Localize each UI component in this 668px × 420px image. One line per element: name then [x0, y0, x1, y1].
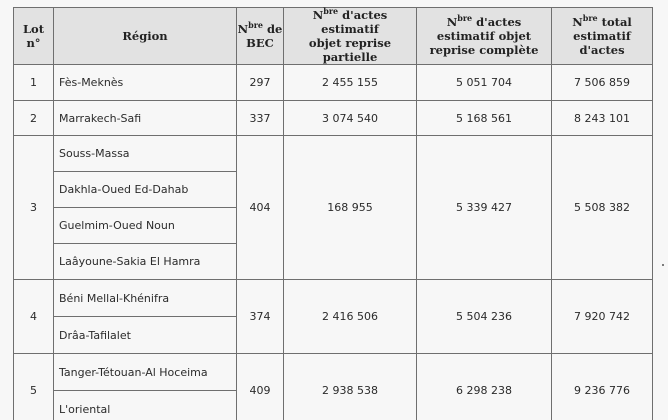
table-row: [14, 65, 653, 101]
header-complete: [417, 8, 552, 65]
header-partial-sup: bre: [323, 6, 339, 17]
partial-acts: 2 455 155: [284, 65, 417, 101]
complete-acts: 5 504 236: [417, 280, 552, 354]
lot-number: 5: [14, 354, 54, 420]
table-row: [14, 101, 653, 136]
header-complete-n: N: [446, 15, 458, 29]
bec-count: 374: [237, 280, 284, 354]
header-total-n: N: [572, 15, 583, 29]
header-total-rest: total: [597, 15, 632, 29]
bec-count: 337: [237, 101, 284, 136]
total-acts: 8 243 101: [552, 101, 653, 136]
header-partial-n: N: [312, 8, 324, 22]
region-cell: Marrakech-Safi: [54, 101, 237, 136]
region-cell: Laâyoune-Sakia El Hamra: [54, 244, 237, 280]
complete-acts: 5 051 704: [417, 65, 552, 101]
table-header: [14, 8, 653, 65]
complete-acts: 6 298 238: [417, 354, 552, 420]
header-bec-sup: bre: [248, 20, 264, 31]
lot-number: 4: [14, 280, 54, 354]
lot-number: 2: [14, 101, 54, 136]
partial-acts: 2 938 538: [284, 354, 417, 420]
header-total-sup: bre: [582, 13, 598, 24]
region-cell: L'oriental: [54, 391, 237, 420]
region-cell: Béni Mellal-Khénifra: [54, 280, 237, 317]
header-bec-line2: BEC: [246, 36, 274, 50]
region-cell: Souss-Massa: [54, 136, 237, 172]
header-lot: [14, 8, 54, 65]
total-acts: 7 506 859: [552, 65, 653, 101]
table-body: [14, 65, 653, 420]
header-total-line3: d'actes: [579, 43, 625, 57]
header-partial: [284, 8, 417, 65]
complete-acts: 5 339 427: [417, 136, 552, 280]
region-cell: Dakhla-Oued Ed-Dahab: [54, 172, 237, 208]
header-row: [14, 8, 653, 65]
header-complete-sup: bre: [457, 13, 473, 24]
partial-acts: 2 416 506: [284, 280, 417, 354]
header-total: [552, 8, 653, 65]
bec-count: 297: [237, 65, 284, 101]
header-bec-n: N: [237, 22, 249, 36]
lot-number: 3: [14, 136, 54, 280]
bec-count: 404: [237, 136, 284, 280]
header-total-line2: estimatif: [573, 29, 631, 43]
header-complete-line2: estimatif objet: [436, 29, 532, 43]
partial-acts: 3 074 540: [284, 101, 417, 136]
header-complete-rest: d'actes: [472, 15, 522, 29]
lot-number: 1: [14, 65, 54, 101]
header-partial-line2: objet reprise: [308, 36, 392, 50]
header-complete-line3: reprise complète: [429, 43, 539, 57]
table-row: [14, 280, 653, 317]
header-region: [54, 8, 237, 65]
partial-acts: 168 955: [284, 136, 417, 280]
table-row: [14, 136, 653, 172]
total-acts: 5 508 382: [552, 136, 653, 280]
header-lot-line2: n°: [26, 36, 41, 50]
header-partial-rest: d'actes estimatif: [321, 8, 388, 36]
region-cell: Fès-Meknès: [54, 65, 237, 101]
complete-acts: 5 168 561: [417, 101, 552, 136]
total-acts: 7 920 742: [552, 280, 653, 354]
header-lot-line1: Lot: [22, 22, 45, 36]
region-cell: Tanger-Tétouan-Al Hoceima: [54, 354, 237, 391]
table-row: [14, 354, 653, 391]
region-cell: Drâa-Tafilalet: [54, 317, 237, 354]
header-region-label: Région: [122, 29, 168, 43]
bec-count: 409: [237, 354, 284, 420]
scan-speck: [662, 264, 664, 266]
region-cell: Guelmim-Oued Noun: [54, 208, 237, 244]
header-bec: [237, 8, 284, 65]
header-partial-line3: partielle: [322, 50, 378, 64]
header-bec-rest: de: [263, 22, 283, 36]
total-acts: 9 236 776: [552, 354, 653, 420]
lots-table: [13, 7, 653, 420]
